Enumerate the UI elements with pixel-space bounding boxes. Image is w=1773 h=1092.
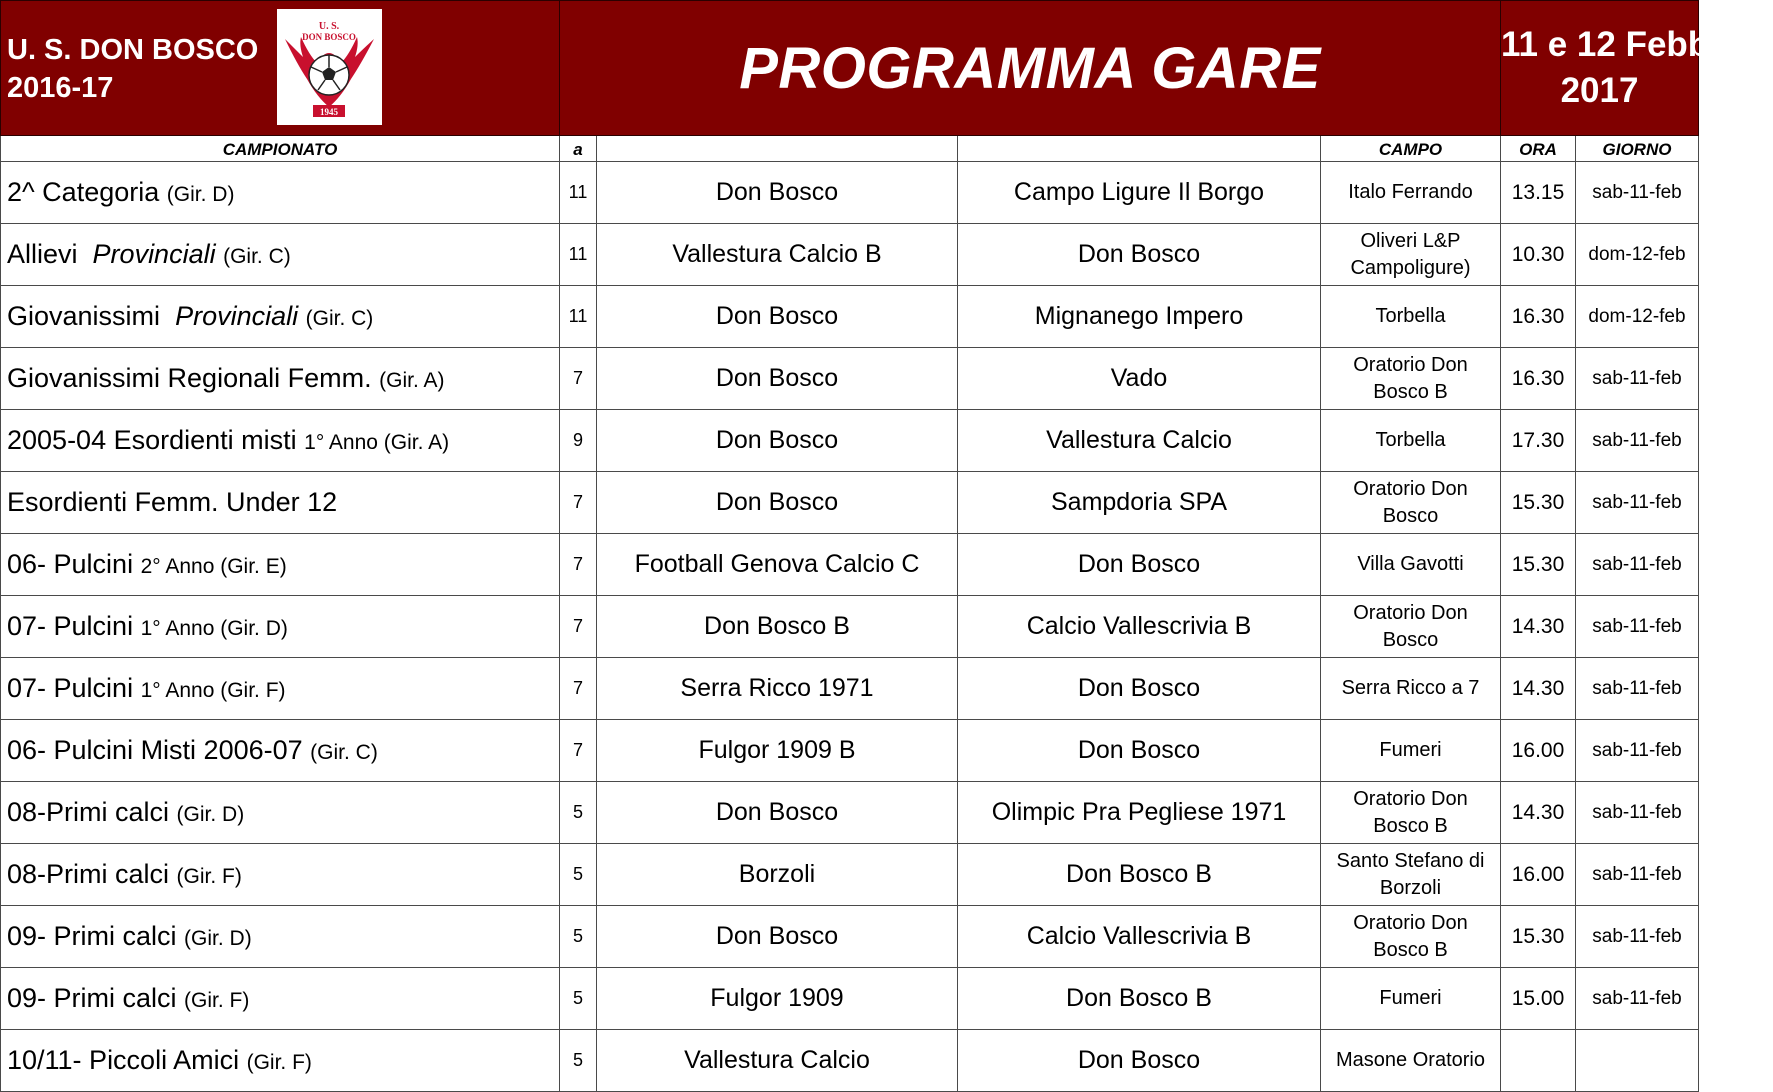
campo-line1: Oliveri L&P	[1360, 229, 1461, 252]
ora-cell: 16.00	[1501, 844, 1576, 906]
club-cell	[1, 1, 560, 136]
campo-line1: Oratorio Don	[1353, 601, 1468, 624]
round-cell: 9	[560, 410, 597, 472]
ora-cell: 15.00	[1501, 968, 1576, 1030]
campionato-level: Provinciali	[175, 301, 299, 331]
home-team-cell: Don Bosco	[597, 906, 958, 968]
table-row	[1, 658, 1699, 720]
round-cell: 5	[560, 968, 597, 1030]
table-row	[1, 782, 1699, 844]
table-row	[1, 162, 1699, 224]
table-row	[1, 224, 1699, 286]
campionato-name: Allievi	[7, 239, 78, 269]
table-row	[1, 906, 1699, 968]
campo-line1: Oratorio Don	[1353, 787, 1468, 810]
round-cell: 11	[560, 224, 597, 286]
campionato-group: (Gir. F)	[176, 865, 242, 888]
campionato-group: 2° Anno (Gir. E)	[140, 555, 287, 578]
logo-year: 1945	[320, 107, 338, 117]
campionato-cell	[1, 286, 560, 348]
giorno-cell: sab-11-feb	[1576, 534, 1699, 596]
logo-text-top: U. S.	[318, 21, 340, 32]
campo-line1: Fumeri	[1379, 987, 1442, 1009]
table-row	[1, 348, 1699, 410]
campionato-name: 06- Pulcini	[7, 549, 134, 579]
campo-line1: Torbella	[1375, 305, 1446, 327]
campionato-name: 07- Pulcini	[7, 673, 134, 703]
home-team-cell: Football Genova Calcio C	[597, 534, 958, 596]
campionato-cell	[1, 906, 560, 968]
ora-cell: 17.30	[1501, 410, 1576, 472]
giorno-cell: dom-12-feb	[1576, 286, 1699, 348]
away-team-cell: Olimpic Pra Pegliese 1971	[958, 782, 1321, 844]
campionato-cell	[1, 534, 560, 596]
table-row	[1, 596, 1699, 658]
campionato-group: (Gir. D)	[166, 183, 235, 206]
giorno-cell: sab-11-feb	[1576, 596, 1699, 658]
home-team-cell: Serra Ricco 1971	[597, 658, 958, 720]
header-band	[1, 1, 1699, 136]
campionato-cell	[1, 472, 560, 534]
campo-line2: Bosco B	[1373, 814, 1448, 837]
home-team-cell: Don Bosco	[597, 410, 958, 472]
home-team-cell: Don Bosco	[597, 162, 958, 224]
away-team-cell: Don Bosco	[958, 658, 1321, 720]
home-team-cell: Vallestura Calcio	[597, 1030, 958, 1092]
round-cell: 11	[560, 286, 597, 348]
campionato-name: 2^ Categoria	[7, 177, 160, 207]
away-team-cell: Don Bosco	[958, 1030, 1321, 1092]
campo-line1: Oratorio Don	[1353, 911, 1468, 934]
campo-line2: Bosco	[1382, 628, 1439, 651]
giorno-cell: sab-11-feb	[1576, 162, 1699, 224]
campo-line1: Italo Ferrando	[1348, 181, 1473, 203]
away-team-cell: Don Bosco B	[958, 844, 1321, 906]
campo-cell	[1321, 472, 1501, 534]
ora-cell: 15.30	[1501, 534, 1576, 596]
round-cell: 5	[560, 782, 597, 844]
campionato-cell	[1, 596, 560, 658]
col-header-giorno: GIORNO	[1576, 136, 1699, 162]
round-cell: 7	[560, 596, 597, 658]
home-team-cell: Vallestura Calcio B	[597, 224, 958, 286]
campo-line1: Torbella	[1375, 429, 1446, 451]
away-team-cell: Don Bosco	[958, 534, 1321, 596]
campo-line2: Bosco	[1382, 504, 1439, 527]
table-row	[1, 968, 1699, 1030]
campo-cell	[1321, 720, 1501, 782]
ora-cell: 14.30	[1501, 596, 1576, 658]
away-team-cell: Campo Ligure Il Borgo	[958, 162, 1321, 224]
campo-cell	[1321, 286, 1501, 348]
home-team-cell: Don Bosco	[597, 782, 958, 844]
campionato-cell	[1, 348, 560, 410]
campionato-group: (Gir. F)	[246, 1051, 312, 1074]
home-team-cell: Don Bosco	[597, 472, 958, 534]
home-team-cell: Don Bosco	[597, 286, 958, 348]
ora-cell	[1501, 1030, 1576, 1092]
campionato-name: 08-Primi calci	[7, 797, 170, 827]
giorno-cell: sab-11-feb	[1576, 348, 1699, 410]
campionato-name: Giovanissimi	[7, 301, 161, 331]
home-team-cell: Don Bosco	[597, 348, 958, 410]
round-cell: 7	[560, 720, 597, 782]
campo-cell	[1321, 968, 1501, 1030]
giorno-cell: sab-11-feb	[1576, 472, 1699, 534]
table-row	[1, 1030, 1699, 1092]
campionato-cell	[1, 1030, 560, 1092]
giorno-cell: sab-11-feb	[1576, 720, 1699, 782]
campo-cell	[1321, 410, 1501, 472]
campionato-group: (Gir. C)	[310, 741, 378, 764]
round-cell: 5	[560, 844, 597, 906]
giorno-cell: sab-11-feb	[1576, 782, 1699, 844]
ora-cell: 15.30	[1501, 472, 1576, 534]
col-header-away	[958, 136, 1321, 162]
giorno-cell: sab-11-feb	[1576, 968, 1699, 1030]
campionato-group: (Gir. A)	[379, 369, 445, 392]
campo-line1: Santo Stefano di	[1336, 849, 1485, 872]
club-season: 2016-17	[7, 72, 114, 104]
campo-cell	[1321, 162, 1501, 224]
campionato-cell	[1, 720, 560, 782]
campo-line2: Bosco B	[1373, 938, 1448, 961]
club-name-line1: U. S. DON BOSCO	[7, 34, 259, 66]
date-line1: 11 e 12 Febbraio	[1501, 25, 1773, 64]
campionato-cell	[1, 224, 560, 286]
campionato-cell	[1, 782, 560, 844]
title-cell	[560, 1, 1501, 136]
campo-line1: Fumeri	[1379, 739, 1442, 761]
away-team-cell: Calcio Vallescrivia B	[958, 906, 1321, 968]
col-header-campo: CAMPO	[1321, 136, 1501, 162]
campionato-cell	[1, 658, 560, 720]
giorno-cell: dom-12-feb	[1576, 224, 1699, 286]
ora-cell: 14.30	[1501, 782, 1576, 844]
campo-line1: Oratorio Don	[1353, 477, 1468, 500]
campo-line1: Villa Gavotti	[1357, 553, 1464, 575]
campo-cell	[1321, 906, 1501, 968]
home-team-cell: Don Bosco B	[597, 596, 958, 658]
campionato-group: (Gir. F)	[184, 989, 250, 1012]
col-header-campionato: CAMPIONATO	[1, 136, 560, 162]
campo-cell	[1321, 1030, 1501, 1092]
giorno-cell: sab-11-feb	[1576, 658, 1699, 720]
column-header-row	[1, 136, 1699, 162]
campionato-cell	[1, 410, 560, 472]
campo-line2: Borzoli	[1379, 876, 1442, 899]
giorno-cell	[1576, 1030, 1699, 1092]
ora-cell: 14.30	[1501, 658, 1576, 720]
date-line2: 2017	[1560, 71, 1639, 110]
campionato-name: 08-Primi calci	[7, 859, 170, 889]
campionato-name: Giovanissimi Regionali Femm.	[7, 363, 372, 393]
round-cell: 11	[560, 162, 597, 224]
col-header-ora: ORA	[1501, 136, 1576, 162]
giorno-cell: sab-11-feb	[1576, 844, 1699, 906]
campo-cell	[1321, 844, 1501, 906]
table-row	[1, 472, 1699, 534]
campionato-cell	[1, 844, 560, 906]
date-cell	[1501, 1, 1773, 136]
campionato-group: 1° Anno (Gir. D)	[140, 617, 288, 640]
club-crest-icon	[277, 9, 382, 125]
giorno-cell: sab-11-feb	[1576, 410, 1699, 472]
round-cell: 5	[560, 906, 597, 968]
campo-line1: Oratorio Don	[1353, 353, 1468, 376]
table-row	[1, 720, 1699, 782]
giorno-cell: sab-11-feb	[1576, 906, 1699, 968]
away-team-cell: Don Bosco	[958, 720, 1321, 782]
campo-cell	[1321, 596, 1501, 658]
campionato-name: 07- Pulcini	[7, 611, 134, 641]
campionato-name: Esordienti Femm. Under 12	[7, 487, 338, 517]
campo-line2: Bosco B	[1373, 380, 1448, 403]
campo-cell	[1321, 224, 1501, 286]
ora-cell: 16.30	[1501, 286, 1576, 348]
campo-line1: Serra Ricco a 7	[1341, 677, 1480, 699]
club-name	[7, 31, 258, 107]
home-team-cell: Fulgor 1909 B	[597, 720, 958, 782]
ora-cell: 16.00	[1501, 720, 1576, 782]
campionato-group: (Gir. C)	[223, 245, 291, 268]
away-team-cell: Mignanego Impero	[958, 286, 1321, 348]
table-row	[1, 410, 1699, 472]
campionato-cell	[1, 162, 560, 224]
campionato-name: 06- Pulcini Misti 2006-07	[7, 735, 303, 765]
ora-cell: 10.30	[1501, 224, 1576, 286]
campionato-cell	[1, 968, 560, 1030]
away-team-cell: Calcio Vallescrivia B	[958, 596, 1321, 658]
campo-cell	[1321, 534, 1501, 596]
ora-cell: 15.30	[1501, 906, 1576, 968]
table-row	[1, 844, 1699, 906]
away-team-cell: Sampdoria SPA	[958, 472, 1321, 534]
round-cell: 7	[560, 472, 597, 534]
campo-cell	[1321, 348, 1501, 410]
home-team-cell: Fulgor 1909	[597, 968, 958, 1030]
away-team-cell: Vallestura Calcio	[958, 410, 1321, 472]
away-team-cell: Don Bosco	[958, 224, 1321, 286]
campo-cell	[1321, 782, 1501, 844]
campionato-name: 09- Primi calci	[7, 921, 177, 951]
campionato-name: 2005-04 Esordienti misti	[7, 425, 297, 455]
campo-line2: Campoligure)	[1350, 256, 1471, 279]
campionato-group: (Gir. D)	[184, 927, 252, 950]
campionato-group: (Gir. D)	[176, 803, 245, 826]
campionato-group: (Gir. C)	[305, 307, 374, 330]
page-title: PROGRAMMA GARE	[739, 35, 1321, 101]
away-team-cell: Vado	[958, 348, 1321, 410]
round-cell: 7	[560, 348, 597, 410]
table-row	[1, 286, 1699, 348]
campionato-group: 1° Anno (Gir. A)	[304, 431, 450, 454]
round-cell: 5	[560, 1030, 597, 1092]
campionato-level: Provinciali	[92, 239, 216, 269]
ora-cell: 13.15	[1501, 162, 1576, 224]
table-row	[1, 534, 1699, 596]
round-cell: 7	[560, 658, 597, 720]
away-team-cell: Don Bosco B	[958, 968, 1321, 1030]
col-header-home	[597, 136, 958, 162]
ora-cell: 16.30	[1501, 348, 1576, 410]
logo-text-mid: DON BOSCO	[302, 32, 356, 42]
campo-line1: Masone Oratorio	[1336, 1049, 1485, 1071]
campo-cell	[1321, 658, 1501, 720]
round-cell: 7	[560, 534, 597, 596]
club-logo	[277, 9, 382, 125]
campionato-group: 1° Anno (Gir. F)	[140, 679, 286, 702]
campionato-name: 10/11- Piccoli Amici	[7, 1045, 240, 1075]
col-header-a: a	[560, 136, 597, 162]
campionato-name: 09- Primi calci	[7, 983, 177, 1013]
home-team-cell: Borzoli	[597, 844, 958, 906]
soccer-ball-icon	[309, 55, 349, 95]
